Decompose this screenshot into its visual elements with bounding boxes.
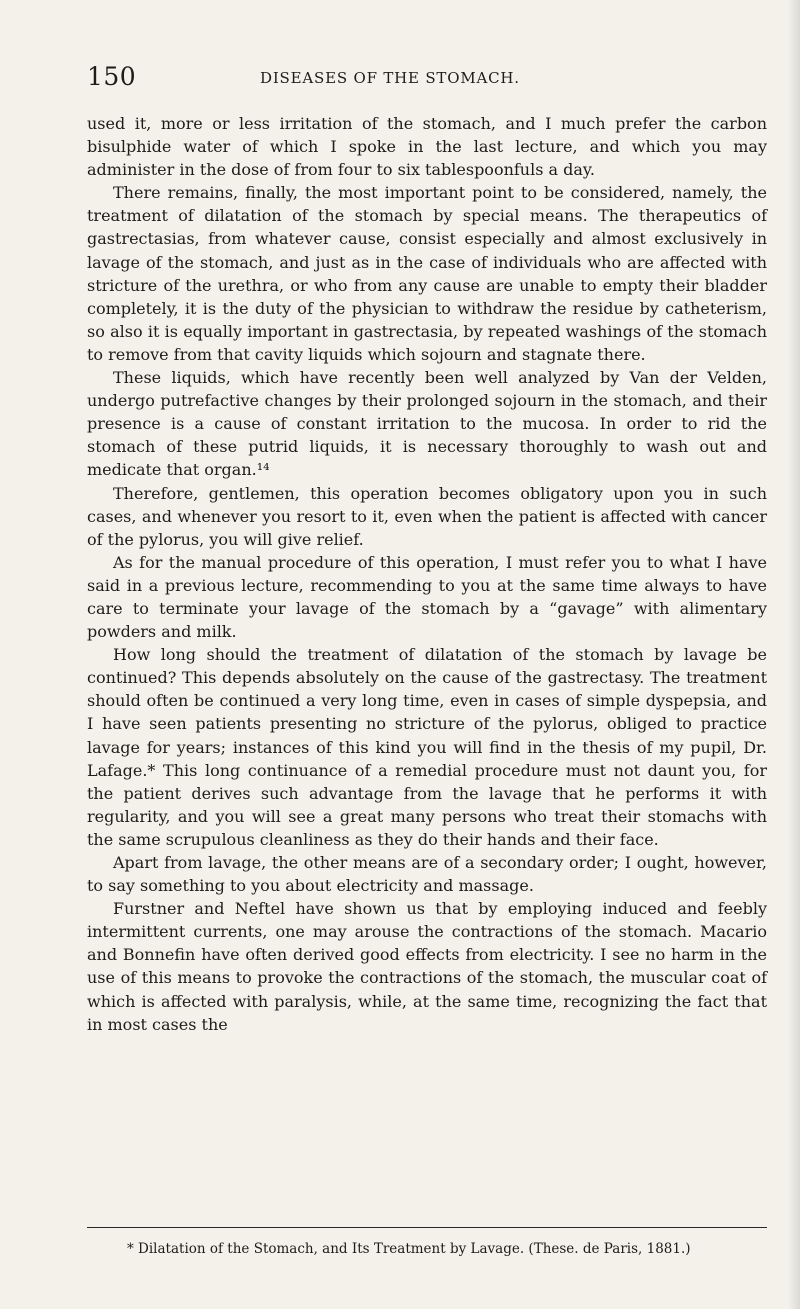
- page-edge-shadow: [788, 0, 800, 1309]
- footnote-rule: [87, 1227, 767, 1228]
- body-text: [87, 112, 767, 1036]
- paragraph: used it, more or less irritation of the stomach, and I much prefer the carbon bisulphide water of which I spoke in the last lecture, and which you may administer in the dose of from four to six tablespoonfuls a day.: [87, 114, 767, 180]
- page-number: 150: [87, 62, 137, 91]
- paragraph: There remains, finally, the most important point to be considered, namely, the treatment of dilatation of the stomach by special means. The therapeutics of gastrectasias, from whatever cause, consist especially and almost exclusively in lavage of the stomach, and just as in the case of individuals who are affected with stricture of the urethra, or who from any cause are unable to empty their bladder completely, it is the duty of the physician to withdraw the residue by catheterism, so also it is equally important in gastrectasia, by repeated washings of the stomach to remove from that cavity liquids which sojourn and stagnate there.: [87, 183, 767, 364]
- paragraph: As for the manual procedure of this operation, I must refer you to what I have said in a previous lecture, recommending to you at the same time always to have care to terminate your lavage of the stomach by a “gavage” with alimentary powders and milk.: [87, 552, 767, 642]
- paragraph: Apart from lavage, the other means are of a secondary order; I ought, however, to say something to you about electricity and massage.: [87, 853, 767, 896]
- running-head: DISEASES OF THE STOMACH.: [260, 69, 520, 87]
- paragraph: These liquids, which have recently been well analyzed by Van der Velden, undergo putrefactive changes by their prolonged sojourn in the stomach, and their presence is a cause of constant irritation to the mucosa. In order to rid the stomach of these putrid liquids, it is necessary thoroughly to wash out and medicate that organ.¹⁴: [87, 368, 767, 480]
- paragraph: How long should the treatment of dilatation of the stomach by lavage be continued? This depends absolutely on the cause of the gastrectasy. The treatment should often be continued a very long time, even in cases of simple dyspepsia, and I have seen patients presenting no stricture of the pylorus, obliged to practice lavage for years; instances of this kind you will find in the thesis of my pupil, Dr. Lafage.* This long continuance of a remedial procedure must not daunt you, for the patient derives such advantage from the lavage that he performs it with regularity, and you will see a great many persons who treat their stomachs with the same scrupulous cleanliness as they do their hands and their face.: [87, 645, 767, 849]
- paragraph: Therefore, gentlemen, this operation becomes obligatory upon you in such cases, and whenever you resort to it, even when the patient is affected with cancer of the pylorus, you will give relief.: [87, 483, 767, 549]
- page-header: [87, 62, 767, 96]
- paragraph: Furstner and Neftel have shown us that by employing induced and feebly intermittent currents, one may arouse the contractions of the stomach. Macario and Bonnefin have often derived good effects from electricity. I see no harm in the use of this means to provoke the contractions of the stomach, the muscular coat of which is affected with paralysis, while, at the same time, recognizing the fact that in most cases the: [87, 899, 767, 1034]
- footnote: * Dilatation of the Stomach, and Its Treatment by Lavage. (These. de Paris, 1881.): [127, 1241, 691, 1257]
